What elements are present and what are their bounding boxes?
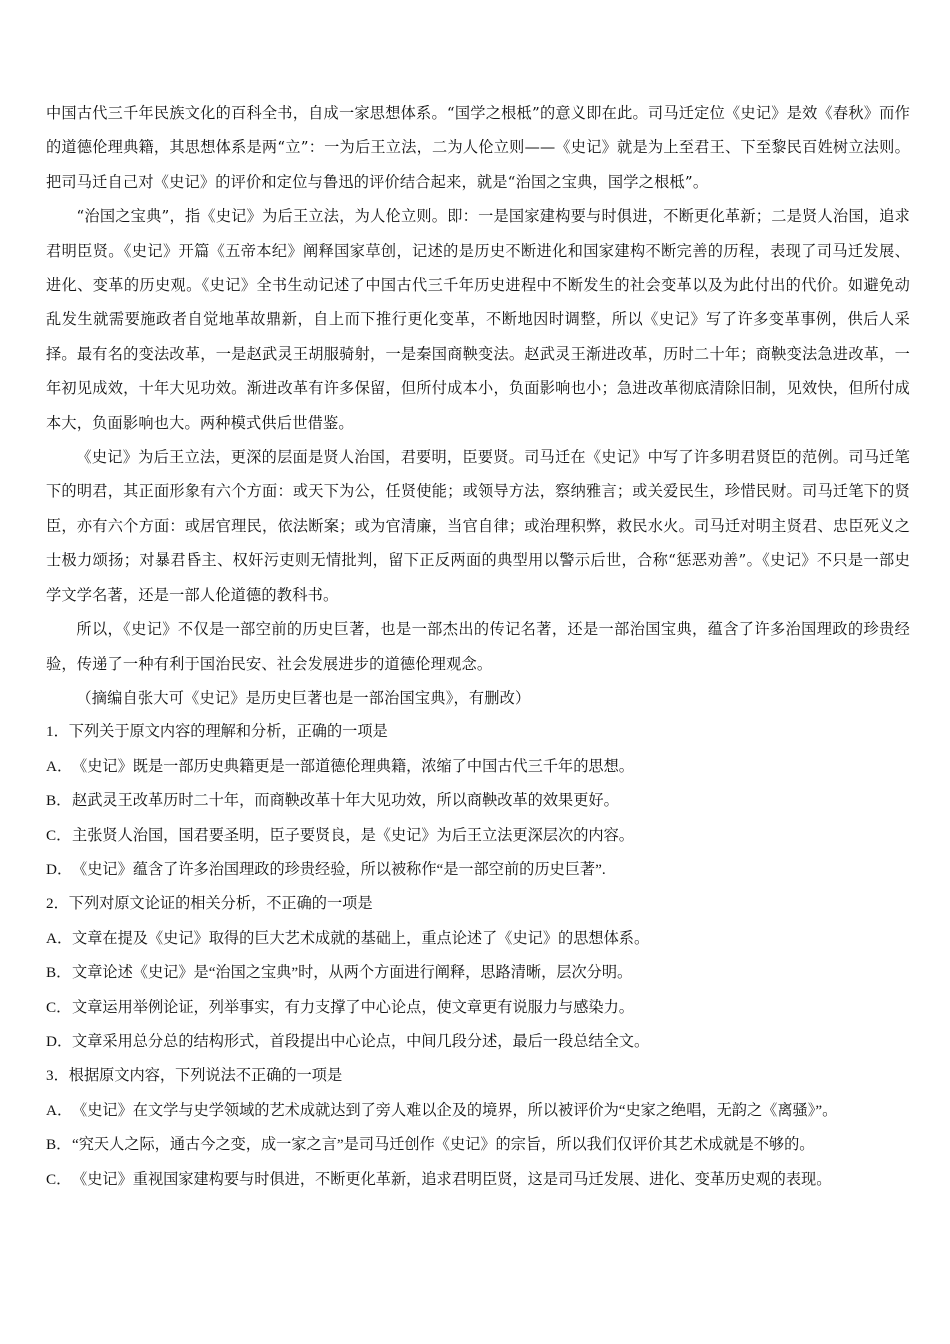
question-3-option-b[interactable]: [46, 1128, 910, 1162]
question-3-option-c[interactable]: [46, 1163, 910, 1197]
option-text: “究天人之际，通古今之变，成一家之言”是司马迁创作《史记》的宗旨，所以我们仅评价其艺术成就是不够的。: [72, 1136, 815, 1154]
passage-paragraph-4: 所以，《史记》不仅是一部空前的历史巨著，也是一部杰出的传记名著，还是一部治国宝典，蕴含了许多治国理政的珍贵经验，传递了一种有利于国治民安、社会发展进步的道德伦理观念。: [46, 620, 910, 673]
option-text: 赵武灵王改革历时二十年，而商鞅改革十年大见功效，所以商鞅改革的效果更好。: [72, 792, 619, 810]
question-1-option-b[interactable]: [46, 784, 910, 818]
question-3-stem: 3．根据原文内容，下列说法不正确的一项是: [46, 1067, 343, 1085]
question-1-option-a[interactable]: [46, 750, 910, 784]
option-label: C．: [46, 1170, 72, 1188]
passage-paragraph-1: 中国古代三千年民族文化的百科全书，自成一家思想体系。“国学之根柢”的意义即在此。司马迁定位《史记》是效《春秋》而作的道德伦理典籍，其思想体系是两“立”：一为后王立法，二为人伦立则——《史记》就是为上至君王、下至黎民百姓树立法则。把司马迁自己对《史记》的评价和定位与鲁迅的评价结合起来，就是“治国之宝典，国学之根柢”。: [46, 104, 910, 191]
question-1-option-c[interactable]: [46, 819, 910, 853]
option-text: 《史记》重视国家建构要与时俱进，不断更化革新，追求君明臣贤，这是司马迁发展、进化、变革历史观的表现。: [72, 1170, 832, 1188]
question-1-option-d[interactable]: [46, 853, 910, 887]
option-label: D．: [46, 860, 73, 878]
option-label: C．: [46, 998, 72, 1016]
passage-paragraph-2: “治国之宝典”，指《史记》为后王立法，为人伦立则。即：一是国家建构要与时俱进，不断更化革新；二是贤人治国，追求君明臣贤。《史记》开篇《五帝本纪》阐释国家草创，记述的是历史不断进化和国家建构不断完善的历程，表现了司马迁发展、进化、变革的历史观。《史记》全书生动记述了中国古代三千年历史进程中不断发生的社会变革以及为此付出的代价。如避免动乱发生就需要施政者自觉地革故鼎新，自上而下推行更化变革，不断地因时调整，所以《史记》写了许多变革事例，供后人采择。最有名的变法改革，一是赵武灵王胡服骑射，一是秦国商鞅变法。赵武灵王渐进改革，历时二十年；商鞅变法急进改革，一年初见成效，十年大见功效。渐进改革有许多保留，但所付成本小，负面影响也小；急进改革彻底清除旧制，见效快，但所付成本大，负面影响也大。两种模式供后世借鉴。: [46, 207, 910, 432]
question-3-option-a[interactable]: [46, 1094, 910, 1128]
option-text: 主张贤人治国，国君要圣明，臣子要贤良，是《史记》为后王立法更深层次的内容。: [72, 826, 634, 844]
question-2-option-c[interactable]: [46, 991, 910, 1025]
option-label: A．: [46, 1101, 73, 1119]
option-text: 《史记》在文学与史学领域的艺术成就达到了旁人难以企及的境界，所以被评价为“史家之绝唱，无韵之《离骚》”。: [72, 1101, 838, 1119]
option-label: B．: [46, 792, 72, 810]
option-text: 文章运用举例论证，列举事实，有力支撑了中心论点，使文章更有说服力与感染力。: [72, 998, 634, 1016]
option-label: A．: [46, 757, 73, 775]
option-text: 文章在提及《史记》取得的巨大艺术成就的基础上，重点论述了《史记》的思想体系。: [72, 929, 650, 947]
question-2-stem: 2．下列对原文论证的相关分析，不正确的一项是: [46, 895, 373, 913]
option-text: 文章采用总分总的结构形式，首段提出中心论点，中间几段分述，最后一段总结全文。: [72, 1032, 650, 1050]
option-label: A．: [46, 929, 73, 947]
option-label: C．: [46, 826, 72, 844]
option-text: 文章论述《史记》是“治国之宝典”时，从两个方面进行阐释，思路清晰，层次分明。: [72, 964, 633, 982]
option-label: D．: [46, 1032, 73, 1050]
passage-source-note: （摘编自张大可《史记》是历史巨著也是一部治国宝典》，有删改）: [76, 688, 531, 707]
option-label: B．: [46, 964, 72, 982]
question-2-option-d[interactable]: [46, 1025, 910, 1059]
question-2-option-a[interactable]: [46, 922, 910, 956]
option-text: 《史记》蕴含了许多治国理政的珍贵经验，所以被称作“是一部空前的历史巨著”.: [72, 860, 606, 878]
passage-paragraph-3: 《史记》为后王立法，更深的层面是贤人治国，君要明，臣要贤。司马迁在《史记》中写了许多明君贤臣的范例。司马迁笔下的明君，其正面形象有六个方面：或天下为公，任贤使能；或领导方法，察纳雅言；或关爱民生，珍惜民财。司马迁笔下的贤臣，亦有六个方面：或居官理民，依法断案；或为官清廉，当官自律；或治理积弊，救民水火。司马迁对明主贤君、忠臣死义之士极力颂扬；对暴君昏主、权奸污吏则无情批判，留下正反两面的典型用以警示后世，合称“惩恶劝善”。《史记》不只是一部史学文学名著，还是一部人伦道德的教科书。: [46, 448, 910, 604]
question-2-option-b[interactable]: [46, 956, 910, 990]
question-1-stem: 1．下列关于原文内容的理解和分析，正确的一项是: [46, 723, 388, 741]
option-text: 《史记》既是一部历史典籍更是一部道德伦理典籍，浓缩了中国古代三千年的思想。: [72, 757, 634, 775]
question-list: [46, 715, 910, 1197]
option-label: B．: [46, 1136, 72, 1154]
